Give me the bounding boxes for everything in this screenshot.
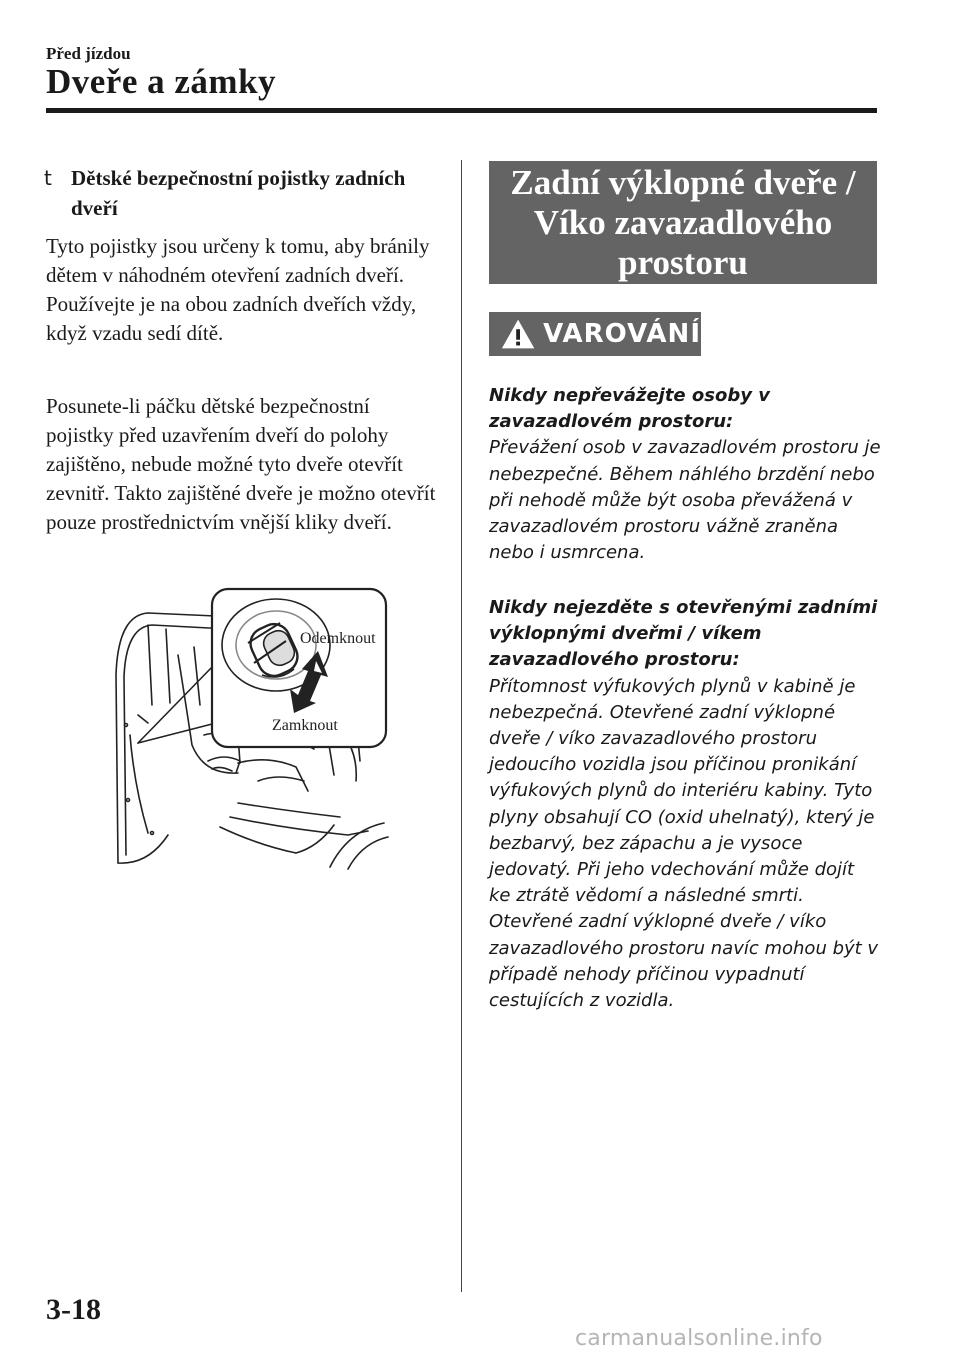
page-title: Dveře a zámky xyxy=(46,62,277,101)
warning-label: VAROVÁNÍ xyxy=(543,319,701,349)
banner-title: Zadní výklopné dveře / Víko zavazadlového prostoru xyxy=(510,162,856,282)
paragraph-intro: Tyto pojistky jsou určeny k tomu, aby bránily dětem v náhodném otevření zadních dveří. Používejte je na obou zadních dveřích vždy, když vzadu sedí dítě. xyxy=(46,234,430,345)
warning-body: Přítomnost výfukových plynů v kabině je nebezpečná. Otevřené zadní výklopné dveře / víko zavazadlového prostoru jedoucího vozidla jsou příčinou pronikání výfukových plynů do interiéru kabiny. Tyto plyny obsahují CO (oxid uhelnatý), který je bezbarvý, bez zápachu a je vysoce jedovatý. Při jeho vdechování může dojít ke ztrátě vědomí a následné smrti. Otevřené zadní výklopné dveře / víko zavazadlového prostoru navíc mohou být v případě nehody příčinou vypadnutí cestujících z vozidla. xyxy=(489,675,879,1012)
warning-heading: Nikdy nejezděte s otevřenými zadními výklopnými dveřmi / víkem zavazadlového prostoru: xyxy=(489,597,878,671)
paragraph-instructions: Posunete-li páčku dětské bezpečnostní pojistky před uzavřením dveří do polohy zajištěno, nebude možné tyto dveře otevřít zevnitř. Takto zajištěné dveře je možno otevřít pouze prostřednictvím vnější kliky dveří. xyxy=(46,394,436,534)
warning-heading: Nikdy nepřevážejte osoby v zavazadlovém prostoru: xyxy=(489,385,770,433)
column-divider xyxy=(461,160,462,1292)
bullet-marker: t xyxy=(44,166,52,190)
label-lock: Zamknout xyxy=(272,717,338,734)
warning-badge xyxy=(489,312,701,356)
section-label: Před jízdou xyxy=(46,44,131,63)
child-lock-illustration xyxy=(108,585,390,870)
label-unlock: Odemknout xyxy=(300,630,376,647)
warning-block xyxy=(489,383,881,566)
watermark: carmanualsonline.info xyxy=(575,1326,823,1351)
subheading: Dětské bezpečnostní pojistky zadních dveří xyxy=(71,166,406,220)
header-rule xyxy=(46,108,877,113)
section-banner xyxy=(489,161,877,284)
page-number: 3-18 xyxy=(46,1293,101,1326)
warning-body: Převážení osob v zavazadlovém prostoru je nebezpečné. Během náhlého brzdění nebo při nehodě může být osoba převážená v zavazadlovém prostoru vážně zraněna nebo i usmrcena. xyxy=(489,437,881,564)
warning-block xyxy=(489,595,881,1014)
warning-triangle-icon xyxy=(499,314,537,354)
